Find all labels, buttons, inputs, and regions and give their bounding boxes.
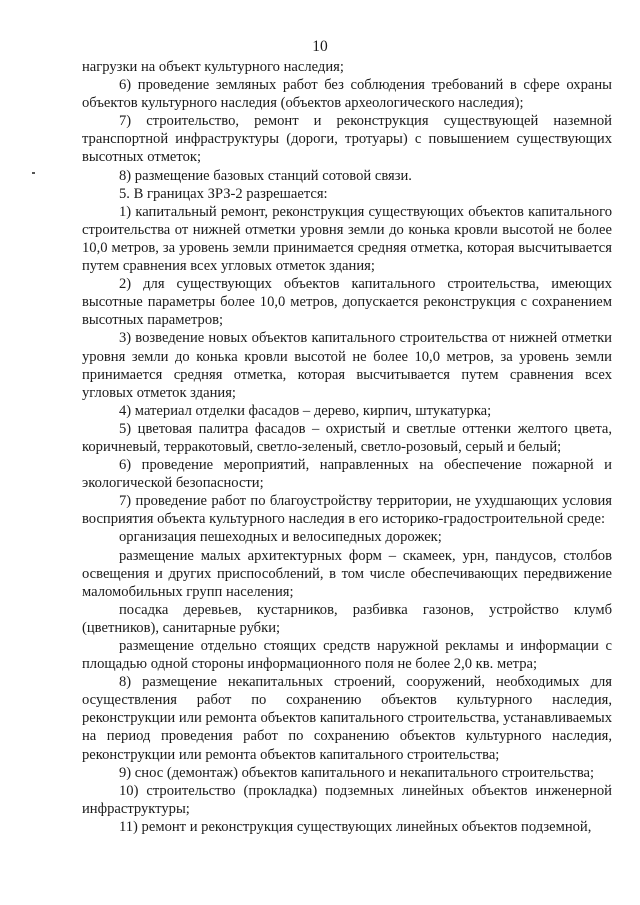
- paragraph: размещение отдельно стоящих средств наружной рекламы и информации с площадью одной стороны информационного поля не более 2,0 кв. метра;: [82, 638, 612, 673]
- paragraph: 2) для существующих объектов капитального строительства, имеющих высотные параметры более 10,0 метров, допускается реконструкция с сохранением высотных параметров;: [82, 276, 612, 329]
- paragraph: нагрузки на объект культурного наследия;: [82, 59, 344, 75]
- section-heading: 5. В границах ЗРЗ-2 разрешается:: [119, 185, 328, 202]
- paragraph: 6) проведение мероприятий, направленных на обеспечение пожарной и экологической безопасности;: [82, 457, 612, 492]
- paragraph: 4) материал отделки фасадов – дерево, кирпич, штукатурка;: [119, 402, 492, 419]
- paragraph: 10) строительство (прокладка) подземных линейных объектов инженерной инфраструктуры;: [82, 782, 612, 817]
- paragraph: 6) проведение земляных работ без соблюдения требований в сфере охраны объектов культурного наследия (объектов археологического наследия);: [82, 77, 612, 112]
- margin-mark: [32, 172, 35, 174]
- paragraph: 11) ремонт и реконструкция существующих линейных объектов подземной,: [119, 818, 592, 835]
- paragraph: 7) проведение работ по благоустройству территории, не ухудшающих условия восприятия объекта культурного наследия в его историко-градостроительной среде:: [82, 493, 612, 528]
- paragraph: 8) размещение базовых станций сотовой связи.: [119, 167, 412, 184]
- paragraph: 1) капитальный ремонт, реконструкция существующих объектов капитального строительства от нижней отметки уровня земли до конька кровли высотой не более 10,0 метров, за уровень земли принимается средняя отметка, которая высчитывается путем сравнения всех угловых отметок здания;: [82, 203, 612, 275]
- paragraph: организация пешеходных и велосипедных дорожек;: [119, 529, 442, 546]
- document-body: [82, 58, 612, 836]
- paragraph: 7) строительство, ремонт и реконструкция существующей наземной транспортной инфраструктуры (дороги, тротуары) с повышением существующих высотных отметок;: [82, 113, 612, 166]
- paragraph: размещение малых архитектурных форм – скамеек, урн, пандусов, столбов освещения и других приспособлений, в том числе обеспечивающих передвижение маломобильных групп населения;: [82, 547, 612, 600]
- paragraph: 8) размещение некапитальных строений, сооружений, необходимых для осуществления работ по сохранению объектов культурного наследия, реконструкции или ремонта объектов капитального строительства, устанавливаемых на период проведения работ по сохранению объектов культурного наследия, реконструкции или ремонта объектов капитального строительства;: [82, 674, 612, 763]
- paragraph: 9) снос (демонтаж) объектов капитального и некапитального строительства;: [119, 764, 595, 781]
- paragraph: 3) возведение новых объектов капитального строительства от нижней отметки уровня земли до конька кровли высотой не более 10,0 метров, за уровень земли принимается средняя отметка, которая высчитывается путем сравнения всех угловых отметок здания;: [82, 330, 612, 401]
- paragraph: 5) цветовая палитра фасадов – охристый и светлые оттенки желтого цвета, коричневый, терракотовый, светло-зеленый, светло-розовый, серый и белый;: [82, 420, 612, 455]
- page-number: 10: [312, 38, 328, 55]
- paragraph: посадка деревьев, кустарников, разбивка газонов, устройство клумб (цветников), санитарные рубки;: [82, 601, 612, 636]
